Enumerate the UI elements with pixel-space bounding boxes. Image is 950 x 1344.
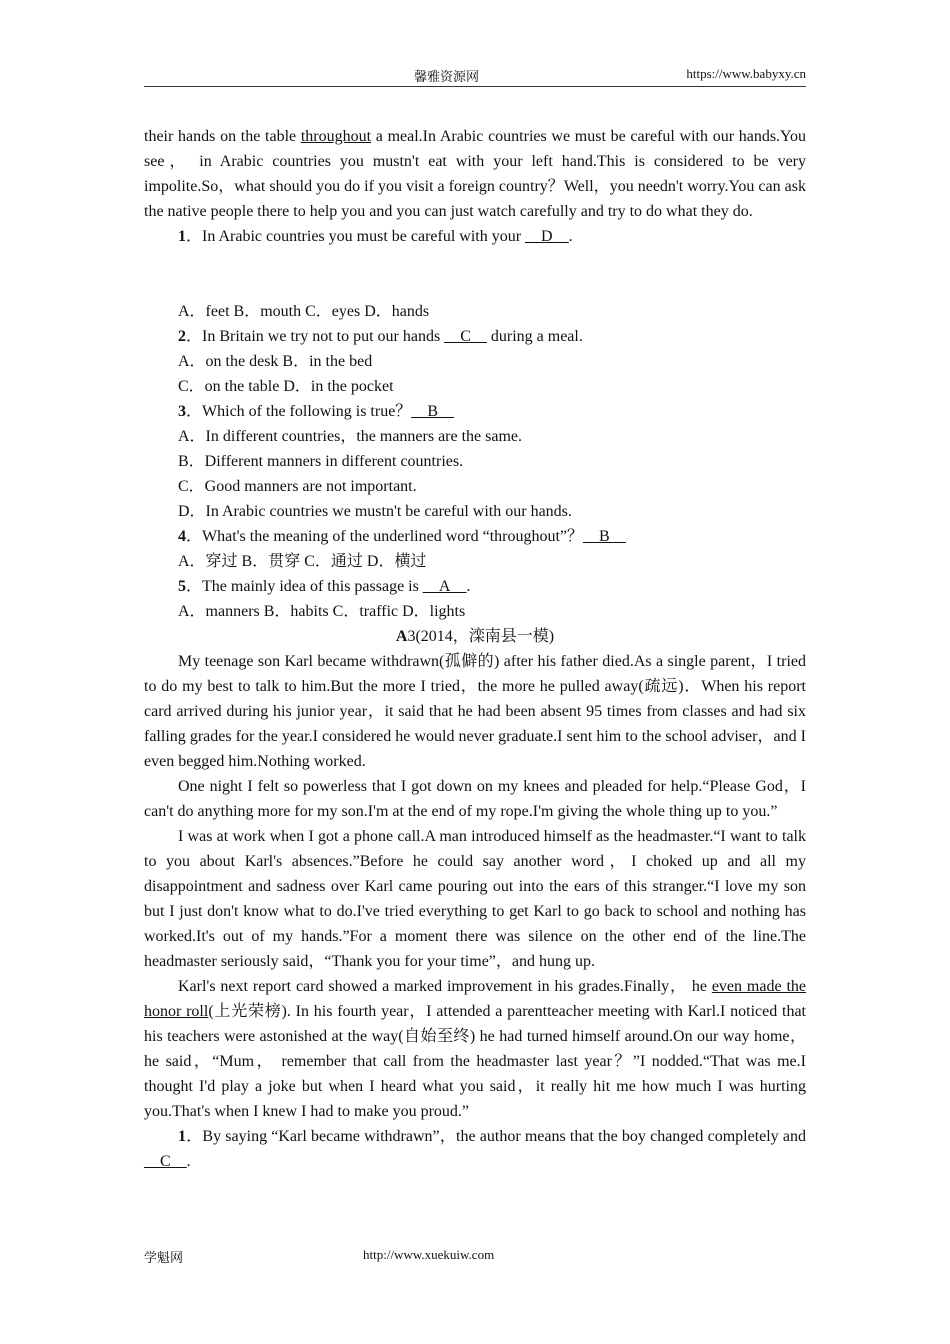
question-number: 3 (178, 403, 186, 420)
section-heading (144, 624, 806, 649)
question-tail: . (466, 578, 471, 595)
question-stem: What's the meaning of the underlined word “throughout”？ (202, 528, 584, 545)
options-q3-a: A．In different countries，the manners are the same. (178, 428, 523, 445)
document-body (144, 124, 806, 1174)
question-number: 5 (178, 578, 186, 595)
section-title: 3(2014，滦南县一模) (407, 628, 555, 645)
question-tail: during a meal. (486, 328, 583, 345)
passage2-paragraph-4 (144, 974, 806, 1124)
header-site-name: 馨雅资源网 (414, 69, 480, 84)
footer-url: http://www.xuekuiw.com (363, 1247, 495, 1262)
question-number: 1 (178, 1128, 186, 1145)
question-stem: In Arabic countries you must be careful with your (202, 228, 526, 245)
answer-blank: __B__ (583, 528, 626, 545)
underlined-phrase: even made the honor roll (144, 978, 806, 1020)
question-stem: In Britain we try not to put our hands (202, 328, 445, 345)
options-q2-line1: A．on the desk B．in the bed (178, 353, 373, 370)
question-number: 2 (178, 328, 186, 345)
question-stem: Which of the following is true？ (202, 403, 412, 420)
question-3: 3．Which of the following is true？__B__ (178, 403, 454, 420)
page-header (144, 62, 806, 87)
passage2-paragraph-3: I was at work when I got a phone call.A man introduced himself as the headmaster.“I want to talk to you about Karl's absences.”Before he could say another word，I choked up and all my disappointment and sadness over Karl came pouring out into the ears of this stranger.“I love my son but I just don't know what to do.I've tried everything to get Karl to go back to school and nothing has worked.It's out of my hands.”For a moment there was silence on the other end of the line.The headmaster seriously said，“Thank you for your time”，and hung up. (144, 828, 806, 970)
question-stem: By saying “Karl became withdrawn”，the author means that the boy changed completely and (202, 1128, 806, 1145)
section-label: A (395, 628, 408, 645)
options-q3-c: C．Good manners are not important. (178, 478, 417, 495)
question-2: 2．In Britain we try not to put our hands __C__ during a meal. (178, 328, 583, 345)
question-5: 5．The mainly idea of this passage is __A__. (178, 578, 471, 595)
options-q4: A．穿过 B．贯穿 C．通过 D．横过 (178, 553, 427, 570)
options-q2-line2: C．on the table D．in the pocket (178, 378, 394, 395)
options-q3-b: B．Different manners in different countries. (178, 453, 464, 470)
passage2-paragraph-1: My teenage son Karl became withdrawn(孤僻的) after his father died.As a single parent，I tried to do my best to talk to him.But the more I tried，the more he pulled away(疏远)．When his report card arrived during his junior year，it said that he had been absent 95 times from classes and had six falling grades for the year.I considered he would never graduate.I sent him to the school adviser，and I even begged him.Nothing worked. (144, 653, 807, 770)
question-1: 1．In Arabic countries you must be careful with your __D__. (178, 228, 573, 245)
question-number: 4 (178, 528, 186, 545)
passage2-p4-text-b: (上光荣榜). In his fourth year，I attended a parentteacher meeting with Karl.I noticed that his teachers were astonished at the way(自始至终) he had turned himself around.On our way home， he said，“Mum， remember that call from the headmaster last year？”I nodded.“That was me.I thought I'd play a joke but when I heard what you said，it really hit me how much I was hurting you.That's when I knew I had to make you proud.” (144, 1003, 806, 1120)
footer-site-name: 学魁网 (144, 1250, 184, 1265)
answer-blank: __C__ (144, 1153, 187, 1170)
answer-blank: __C__ (444, 328, 487, 345)
passage1-text-b: a meal.In Arabic countries we must be careful with our hands.You see， in Arabic countries you mustn't eat with your left hand.This is considered to be very impolite.So，what should you do if you visit a foreign country？Well，you needn't worry.You can ask the native people there to help you and you can just watch carefully and try to do what they do. (144, 128, 807, 220)
answer-blank: __A__ (422, 578, 467, 595)
passage2-p4-text-a: Karl's next report card showed a marked improvement in his grades.Finally， he (178, 978, 712, 995)
spacer (144, 249, 806, 299)
question-number: 1 (178, 228, 186, 245)
passage2-paragraph-2: One night I felt so powerless that I got down on my knees and pleaded for help.“Please God，I can't do anything more for my son.I'm at the end of my rope.I'm giving the whole thing up to you.” (144, 778, 806, 820)
options-q5: A．manners B．habits C．traffic D．lights (178, 603, 466, 620)
passage2-question-1: 1．By saying “Karl became withdrawn”，the author means that the boy changed completely and __C__. (144, 1128, 806, 1170)
options-q3-d: D．In Arabic countries we mustn't be careful with our hands. (178, 503, 572, 520)
passage1-paragraph (144, 124, 806, 224)
underlined-word: throughout (300, 128, 372, 145)
question-stem: The mainly idea of this passage is (202, 578, 423, 595)
options-q1: A．feet B．mouth C．eyes D．hands (178, 303, 430, 320)
question-tail: . (186, 1153, 191, 1170)
question-tail: . (568, 228, 573, 245)
header-url: https://www.babyxy.cn (686, 66, 806, 81)
answer-blank: __B__ (411, 403, 454, 420)
answer-blank: __D__ (525, 228, 569, 245)
question-4: 4．What's the meaning of the underlined word “throughout”？__B__ (178, 528, 626, 545)
passage1-text-a: their hands on the table (144, 128, 301, 145)
